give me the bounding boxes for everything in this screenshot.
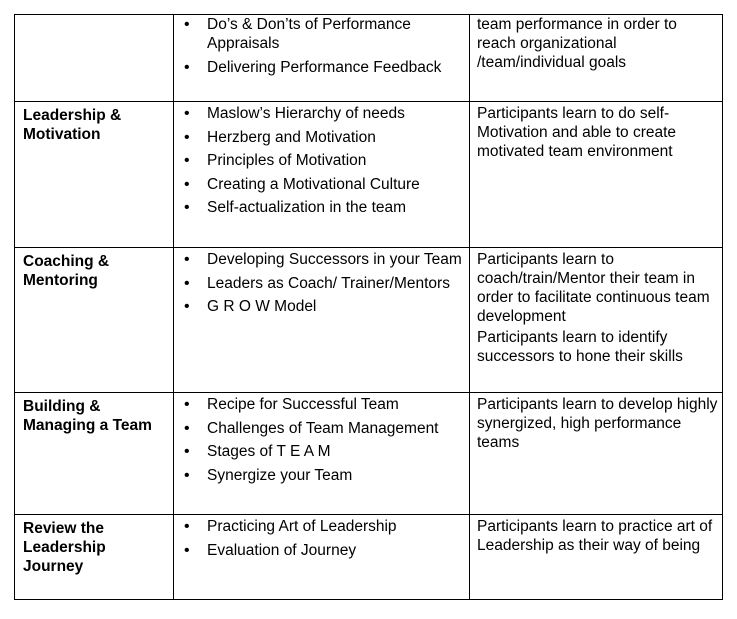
topics-cell — [174, 393, 470, 515]
module-title-line: Mentoring — [23, 272, 98, 289]
topic-item: • Recipe for Successful Team — [207, 395, 463, 414]
table-row — [15, 102, 723, 248]
outcome-text: Participants learn to identify successors to hone their skills — [477, 329, 683, 365]
table-row — [15, 248, 723, 393]
topic-item: • Challenges of Team Management — [207, 419, 463, 438]
topics-cell — [174, 102, 470, 248]
outcome-cell — [470, 102, 723, 248]
module-title-line: Coaching & — [23, 253, 110, 270]
module-title-line: Leadership — [23, 539, 106, 556]
module-title-line: Building & — [23, 398, 101, 415]
topic-item: • Delivering Performance Feedback — [207, 58, 463, 77]
topic-item: • Developing Successors in your Team — [207, 250, 463, 269]
module-title-cell — [15, 102, 174, 248]
topic-item: • Stages of T E A M — [207, 442, 463, 461]
topic-item: • Maslow’s Hierarchy of needs — [207, 104, 463, 123]
topic-item: • Synergize your Team — [207, 466, 463, 485]
topic-list — [174, 393, 469, 485]
topic-list — [174, 102, 469, 217]
outcome-text: Participants learn to practice art of Leadership as their way of being — [477, 518, 713, 554]
topic-item: • Creating a Motivational Culture — [207, 175, 463, 194]
outcome-cell — [470, 515, 723, 600]
topics-cell — [174, 515, 470, 600]
topics-cell — [174, 248, 470, 393]
module-title-line: Motivation — [23, 126, 101, 143]
outcome-cell — [470, 248, 723, 393]
topic-item: • Herzberg and Motivation — [207, 128, 463, 147]
outcome-cell — [470, 393, 723, 515]
topic-list — [174, 515, 469, 560]
table-row — [15, 515, 723, 600]
module-title-cell — [15, 15, 174, 102]
outcome-cell — [470, 15, 723, 102]
module-title-line: Journey — [23, 558, 84, 575]
topics-cell — [174, 15, 470, 102]
topic-list — [174, 15, 469, 77]
topic-list — [174, 248, 469, 316]
topic-item: • Evaluation of Journey — [207, 541, 463, 560]
topic-item: • Principles of Motivation — [207, 151, 463, 170]
outcome-text: team performance in order to reach organizational /team/individual goals — [477, 16, 677, 71]
curriculum-table — [14, 14, 723, 600]
module-title-cell — [15, 393, 174, 515]
module-title-line: Review the — [23, 520, 104, 537]
topic-item: • Do’s & Don’ts of Performance Appraisals — [207, 15, 463, 53]
table-row — [15, 393, 723, 515]
module-title-cell — [15, 248, 174, 393]
table-row — [15, 15, 723, 102]
module-title-cell — [15, 515, 174, 600]
topic-item: • G R O W Model — [207, 297, 463, 316]
outcome-text: Participants learn to coach/train/Mentor their team in order to facilitate continuous team development — [477, 251, 710, 325]
topic-item: • Practicing Art of Leadership — [207, 517, 463, 536]
topic-item: • Leaders as Coach/ Trainer/Mentors — [207, 274, 463, 293]
module-title-line: Leadership & — [23, 107, 122, 124]
outcome-text: Participants learn to develop highly synergized, high performance teams — [477, 396, 718, 451]
module-title-line: Managing a Team — [23, 417, 152, 434]
topic-item: • Self-actualization in the team — [207, 198, 463, 217]
outcome-text: Participants learn to do self-Motivation and able to create motivated team environment — [477, 105, 677, 160]
